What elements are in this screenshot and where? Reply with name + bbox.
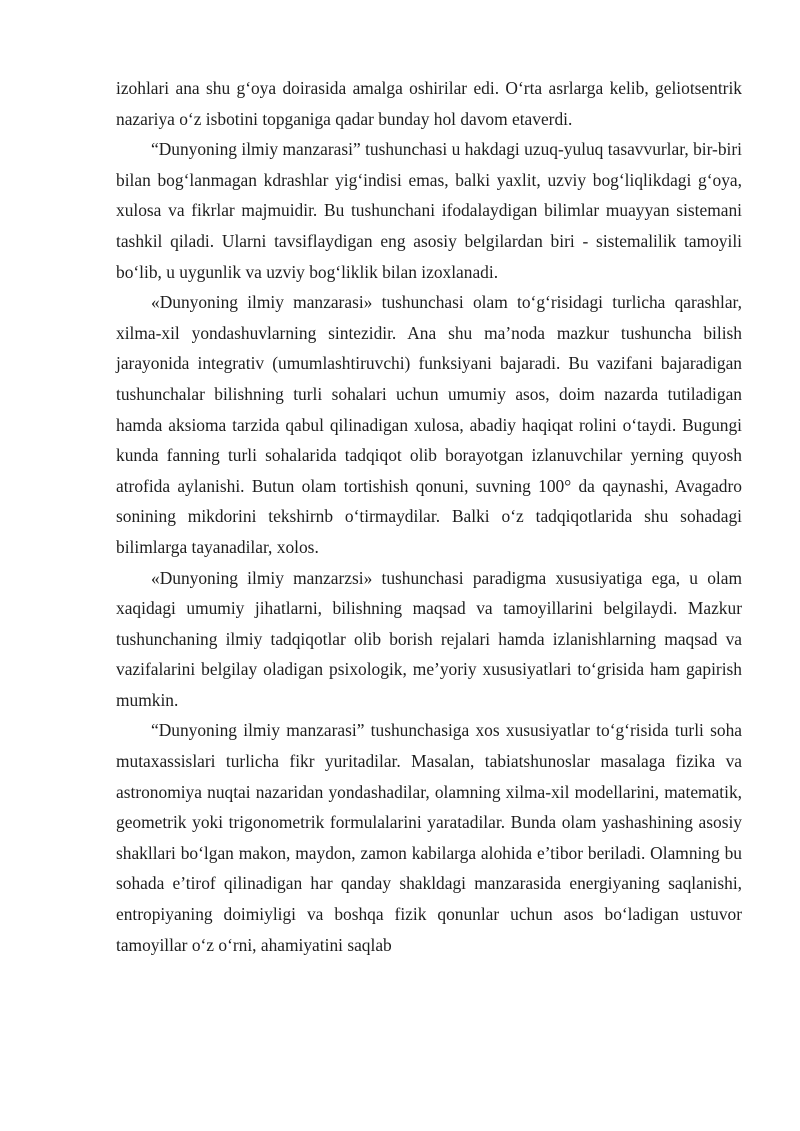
paragraph-continuation: izohlari ana shu g‘oya doirasida amalga oshirilar edi. O‘rta asrlarga kelib, geliotsentrik nazariya o‘z isbotini topganiga qadar bunday hol davom etaverdi.: [116, 78, 742, 129]
paragraph-scientific-worldview-definition: “Dunyoning ilmiy manzarasi” tushunchasi u hakdagi uzuq-yuluq tasavvurlar, bir-biri bilan bog‘lanmagan kdrashlar yig‘indisi emas, balki yaxlit, uzviy bog‘liqlikdagi g‘oya, xulosa va fikrlar majmuidir. Bu tushunchani ifodalaydigan bilimlar muayyan sistemani tashkil qiladi. Ularni tavsiflaydigan eng asosiy belgilardan biri - sistemalilik tamoyili bo‘lib, u uygunlik va uzviy bog‘liklik bilan izoxlanadi.: [116, 139, 742, 282]
paragraph-synthesis-of-views: «Dunyoning ilmiy manzarasi» tushunchasi olam to‘g‘risidagi turlicha qarashlar, xilma-xil yondashuvlarning sintezidir. Ana shu ma’noda mazkur tushuncha bilish jarayonida integrativ (umumlashtiruvchi) funksiyani bajaradi. Bu vazifani bajaradigan tushunchalar bilishning turli sohalari uchun umumiy asos, doim nazarda tutiladigan hamda aksioma tarzida qabul qilinadigan xulosa, abadiy haqiqat rolini o‘taydi. Bugungi kunda fanning turli sohalarida tadqiqot olib borayotgan izlanuvchilar yerning quyosh atrofida aylanishi. Butun olam tortishish qonuni, suvning 100° da qaynashi, Avagadro sonining mikdorini tekshirnb o‘tirmaydilar. Balki o‘z tadqiqotlarida shu sohadagi bilimlarga tayanadilar, xolos.: [116, 292, 742, 557]
paragraph-specialists-views: “Dunyoning ilmiy manzarasi” tushunchasiga xos xususiyatlar to‘g‘risida turli soha mutaxassislari turlicha fikr yuritadilar. Masalan, tabiatshunoslar masalaga fizika va astronomiya nuqtai nazaridan yondashadilar, olamning xilma-xil modellarini, matematik, geometrik yoki trigonometrik formulalarini yaratadilar. Bunda olam yashashining asosiy shakllari bo‘lgan makon, maydon, zamon kabilarga alohida e’tibor beriladi. Olamning bu sohada e’tirof qilinadigan har qanday shakldagi manzarasida energiyaning saqlanishi, entropiyaning doimiyligi va boshqa fizik qonunlar uchun asos bo‘ladigan ustuvor tamoyillar o‘z o‘rni, ahamiyatini saqlab: [116, 720, 742, 955]
paragraph-paradigm-character: «Dunyoning ilmiy manzarzsi» tushunchasi paradigma xususiyatiga ega, u olam xaqidagi umumiy jihatlarni, bilishning maqsad va tamoyillarini belgilaydi. Mazkur tushunchaning ilmiy tadqiqotlar olib borish rejalari hamda izlanishlarning maqsad va vazifalarini belgilay oladigan psixologik, me’yoriy xususiyatlari to‘grisida ham gapirish mumkin.: [116, 567, 742, 710]
document-page: [116, 73, 742, 960]
